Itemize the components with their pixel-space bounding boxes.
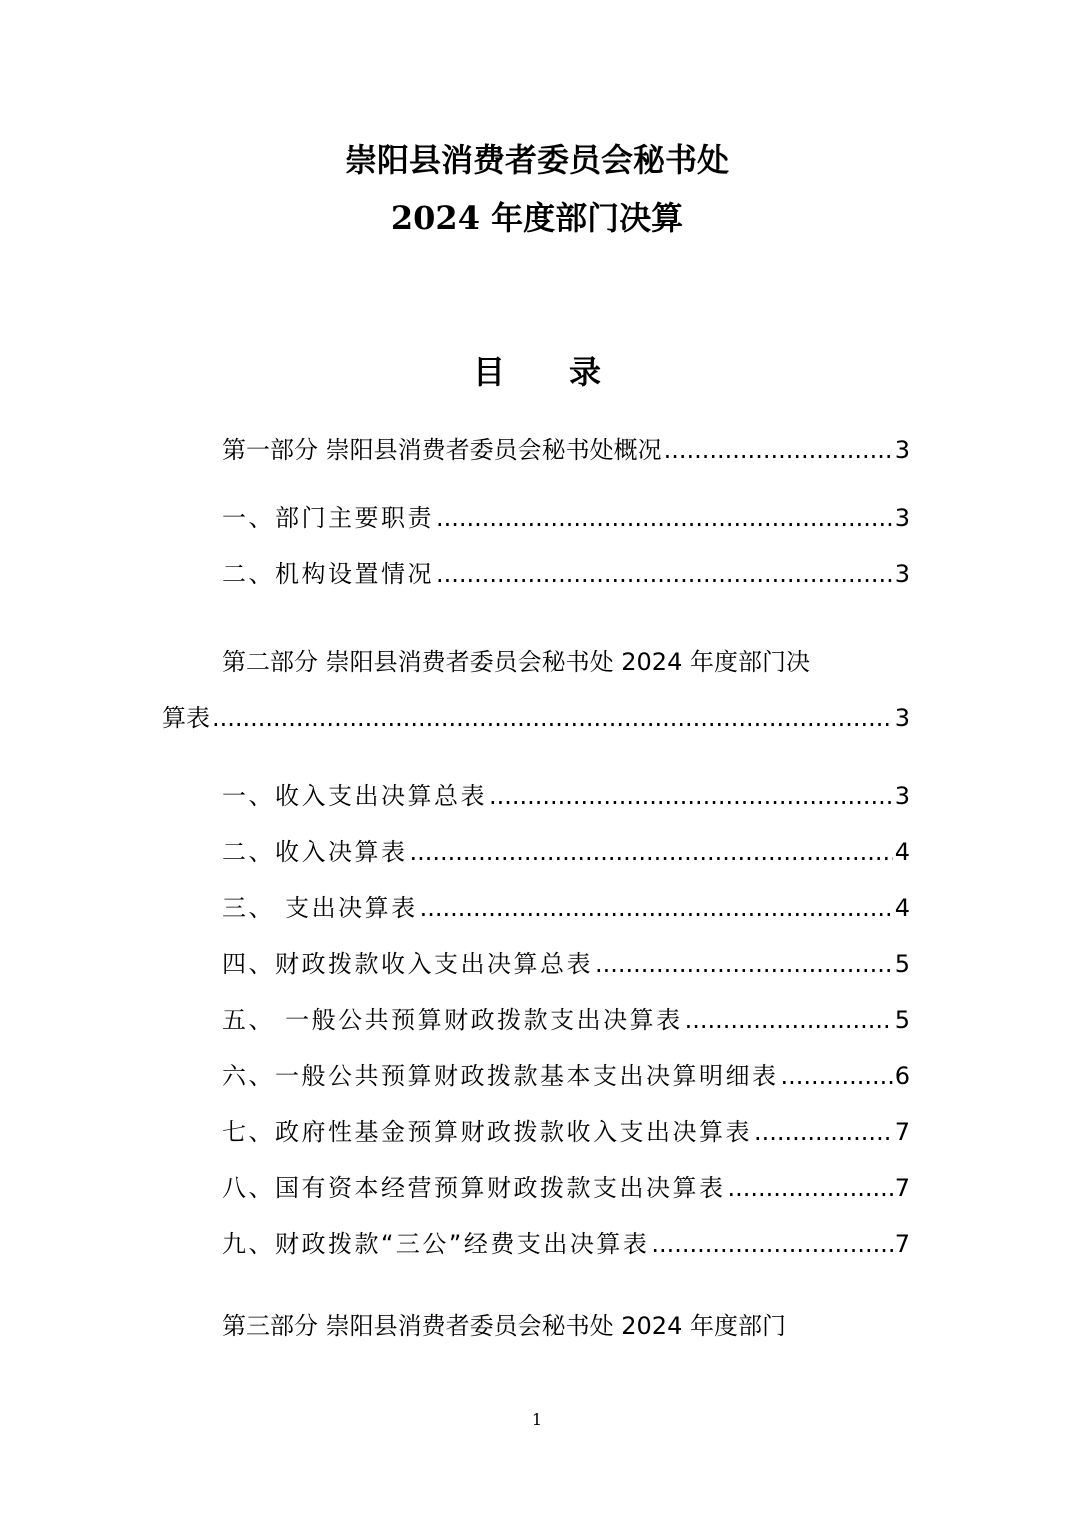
toc-leader-dots [212, 698, 893, 738]
toc-entry-page: 7 [894, 1230, 910, 1258]
toc-entry-part-2[interactable] [162, 698, 910, 738]
toc-entry-label: 第一部分 崇阳县消费者委员会秘书处概况 [222, 436, 662, 464]
toc-entry-part-1-item-2[interactable] [222, 554, 910, 594]
toc-leader-dots [410, 832, 893, 872]
toc-leader-dots [685, 1000, 893, 1040]
toc-entry-part-2-item-5[interactable] [222, 1000, 910, 1040]
toc-entry-page: 6 [894, 1062, 910, 1090]
toc-entry-part-1-item-1[interactable] [222, 498, 910, 538]
toc-entry-part-1[interactable] [222, 430, 910, 470]
toc-entry-label: 九、财政拨款“三公”经费支出决算表 [222, 1230, 650, 1258]
toc-entry-label: 六、一般公共预算财政拨款基本支出决算明细表 [222, 1062, 779, 1090]
toc-entry-label: 二、机构设置情况 [222, 560, 434, 588]
toc-entry-part-2-item-4[interactable] [222, 944, 910, 984]
toc-leader-dots [651, 1224, 892, 1264]
document-title-line-1: 崇阳县消费者委员会秘书处 [344, 141, 729, 179]
toc-leader-dots [436, 554, 893, 594]
document-title-line-2: 2024 年度部门决算 [390, 199, 684, 237]
toc-entry-part-2-item-9[interactable] [222, 1224, 910, 1264]
toc-entry-label: 五、 一般公共预算财政拨款支出决算表 [222, 1006, 683, 1034]
toc-leader-dots [781, 1056, 893, 1096]
toc-leader-dots [436, 498, 893, 538]
toc-entry-label: 八、国有资本经营预算财政拨款支出决算表 [222, 1174, 726, 1202]
toc-entry-label: 四、财政拨款收入支出决算总表 [222, 950, 593, 978]
toc-entry-page: 4 [894, 838, 910, 866]
toc-entry-page: 3 [894, 560, 910, 588]
toc-entry-page: 3 [894, 704, 910, 732]
toc-entry-page: 3 [894, 436, 910, 464]
toc-entry-page: 4 [894, 894, 910, 922]
toc-entry-label: 算表 [162, 704, 210, 732]
toc-entry-page: 7 [894, 1174, 910, 1202]
toc-entry-label: 七、政府性基金预算财政拨款收入支出决算表 [222, 1118, 752, 1146]
toc-entry-part-2-item-2[interactable] [222, 832, 910, 872]
toc-entry-part-2-item-6[interactable] [222, 1056, 910, 1096]
toc-leader-dots [489, 776, 893, 816]
toc-entry-part-2-item-7[interactable] [222, 1112, 910, 1152]
toc-entry-label: 二、收入决算表 [222, 838, 408, 866]
toc-entry-label: 一、收入支出决算总表 [222, 782, 487, 810]
page-number: 1 [531, 1410, 543, 1429]
toc-entry-page: 7 [894, 1118, 910, 1146]
toc-entry-part-3-line-1[interactable]: 第三部分 崇阳县消费者委员会秘书处 2024 年度部门 [222, 1312, 786, 1340]
toc-heading: 目录 [472, 353, 665, 391]
toc-entry-page: 5 [894, 1006, 910, 1034]
toc-entry-page: 3 [894, 782, 910, 810]
toc-entry-part-2-item-8[interactable] [222, 1168, 910, 1208]
toc-leader-dots [595, 944, 893, 984]
toc-entry-label: 一、部门主要职责 [222, 504, 434, 532]
toc-leader-dots [728, 1168, 893, 1208]
toc-entry-label: 三、 支出决算表 [222, 894, 418, 922]
toc-leader-dots [754, 1112, 893, 1152]
toc-entry-page: 5 [894, 950, 910, 978]
toc-leader-dots [664, 430, 893, 470]
toc-entry-part-2-item-3[interactable] [222, 888, 910, 928]
toc-entry-page: 3 [894, 504, 910, 532]
toc-entry-part-2-item-1[interactable] [222, 776, 910, 816]
toc-entry-part-2-line-1[interactable]: 第二部分 崇阳县消费者委员会秘书处 2024 年度部门决 [222, 648, 810, 676]
toc-leader-dots [420, 888, 893, 928]
